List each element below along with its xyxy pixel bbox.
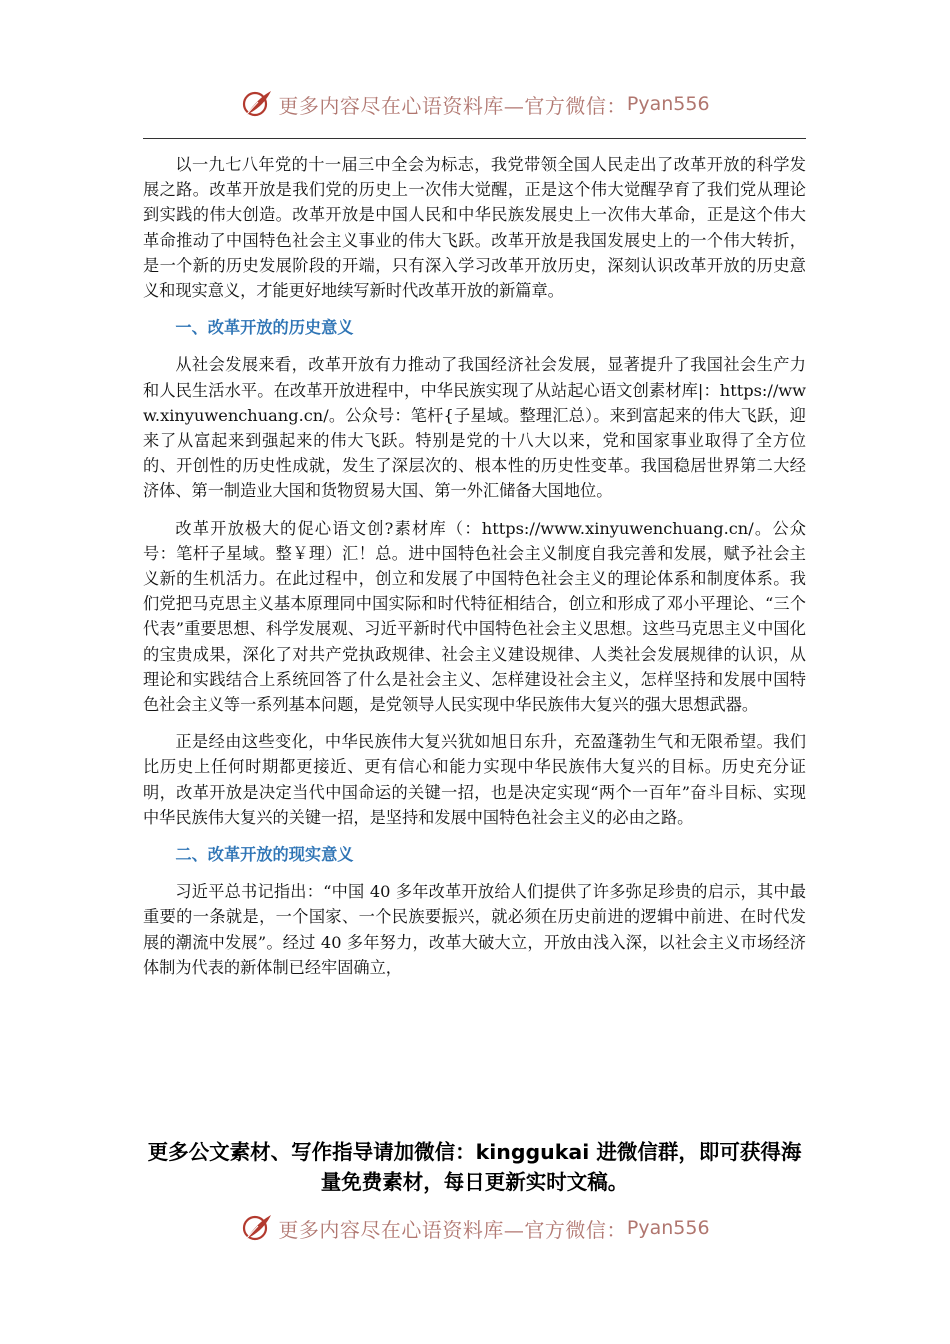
- header-banner: [0, 84, 950, 124]
- article-body: [143, 152, 806, 992]
- feather-logo-icon: [240, 87, 274, 121]
- banner-wechat-id: Pyan556: [626, 1217, 710, 1239]
- banner-text: 更多内容尽在心语资料库—官方微信：: [278, 93, 627, 118]
- footer-promo-note: 更多公文素材、写作指导请加微信：kinggukai 进微信群，即可获得海量免费素材，每日更新实时文稿。: [147, 1140, 802, 1194]
- header-divider: [143, 138, 806, 139]
- banner-wechat-id: Pyan556: [626, 93, 710, 115]
- feather-logo-icon: [240, 1211, 274, 1245]
- paragraph-intro: 以一九七八年党的十一届三中全会为标志，我党带领全国人民走出了改革开放的科学发展之路。改革开放是我们党的历史上一次伟大觉醒，正是这个伟大觉醒孕育了我们党从理论到实践的伟大创造。改革开放是中国人民和中华民族发展史上一次伟大革命，正是这个伟大革命推动了中国特色社会主义事业的伟大飞跃。改革开放是我国发展史上的一个伟大转折，是一个新的历史发展阶段的开端，只有深入学习改革开放历史，深刻认识改革开放的历史意义和现实意义，才能更好地续写新时代改革开放的新篇章。: [143, 155, 806, 301]
- paragraph-2: 从社会发展来看，改革开放有力推动了我国经济社会发展，显著提升了我国社会生产力和人民生活水平。在改革开放进程中，中华民族实现了从站起心语文创素材库|：https://www.xinyuwenchuang.cn/。公众号：笔杆{子星域。整理汇总）。来到富起来的伟大飞跃，迎来了从富起来到强起来的伟大飞跃。特别是党的十八大以来，党和国家事业取得了全方位的、开创性的历史性成就，发生了深层次的、根本性的历史性变革。我国稳居世界第二大经济体、第一制造业大国和货物贸易大国、第一外汇储备大国地位。: [143, 355, 806, 501]
- banner-text: 更多内容尽在心语资料库—官方微信：: [278, 1217, 627, 1242]
- paragraph-5: 习近平总书记指出：“中国 40 多年改革开放给人们提供了许多弥足珍贵的启示，其中最重要的一条就是，一个国家、一个民族要振兴，就必须在历史前进的逻辑中前进、在时代发展的潮流中发展”。经过 40 多年努力，改革大破大立，开放由浅入深，以社会主义市场经济体制为代表的新体制已经牢固确立，: [143, 882, 806, 977]
- paragraph-3: 改革开放极大的促心语文创?素材库（：https://www.xinyuwenchuang.cn/。公众号：笔杆子星域。整￥理）汇！总。进中国特色社会主义制度自我完善和发展，赋予社会主义新的生机活力。在此过程中，创立和发展了中国特色社会主义的理论体系和制度体系。我们党把马克思主义基本原理同中国实际和时代特征相结合，创立和形成了邓小平理论、“三个代表”重要思想、科学发展观、习近平新时代中国特色社会主义思想。这些马克思主义中国化的宝贵成果，深化了对共产党执政规律、社会主义建设规律、人类社会发展规律的认识，从理论和实践结合上系统回答了什么是社会主义、怎样建设社会主义，怎样坚持和发展中国特色社会主义等一系列基本问题，是党领导人民实现中华民族伟大复兴的强大思想武器。: [143, 518, 806, 715]
- section-heading-2: 二、改革开放的现实意义: [175, 845, 354, 865]
- section-heading-1: 一、改革开放的历史意义: [175, 318, 354, 338]
- paragraph-4: 正是经由这些变化，中华民族伟大复兴犹如旭日东升，充盈蓬勃生气和无限希望。我们比历史上任何时期都更接近、更有信心和能力实现中华民族伟大复兴的目标。历史充分证明，改革开放是决定当代中国命运的关键一招，也是决定实现“两个一百年”奋斗目标、实现中华民族伟大复兴的关键一招，是坚持和发展中国特色社会主义的必由之路。: [143, 732, 806, 827]
- footer-banner: [0, 1208, 950, 1248]
